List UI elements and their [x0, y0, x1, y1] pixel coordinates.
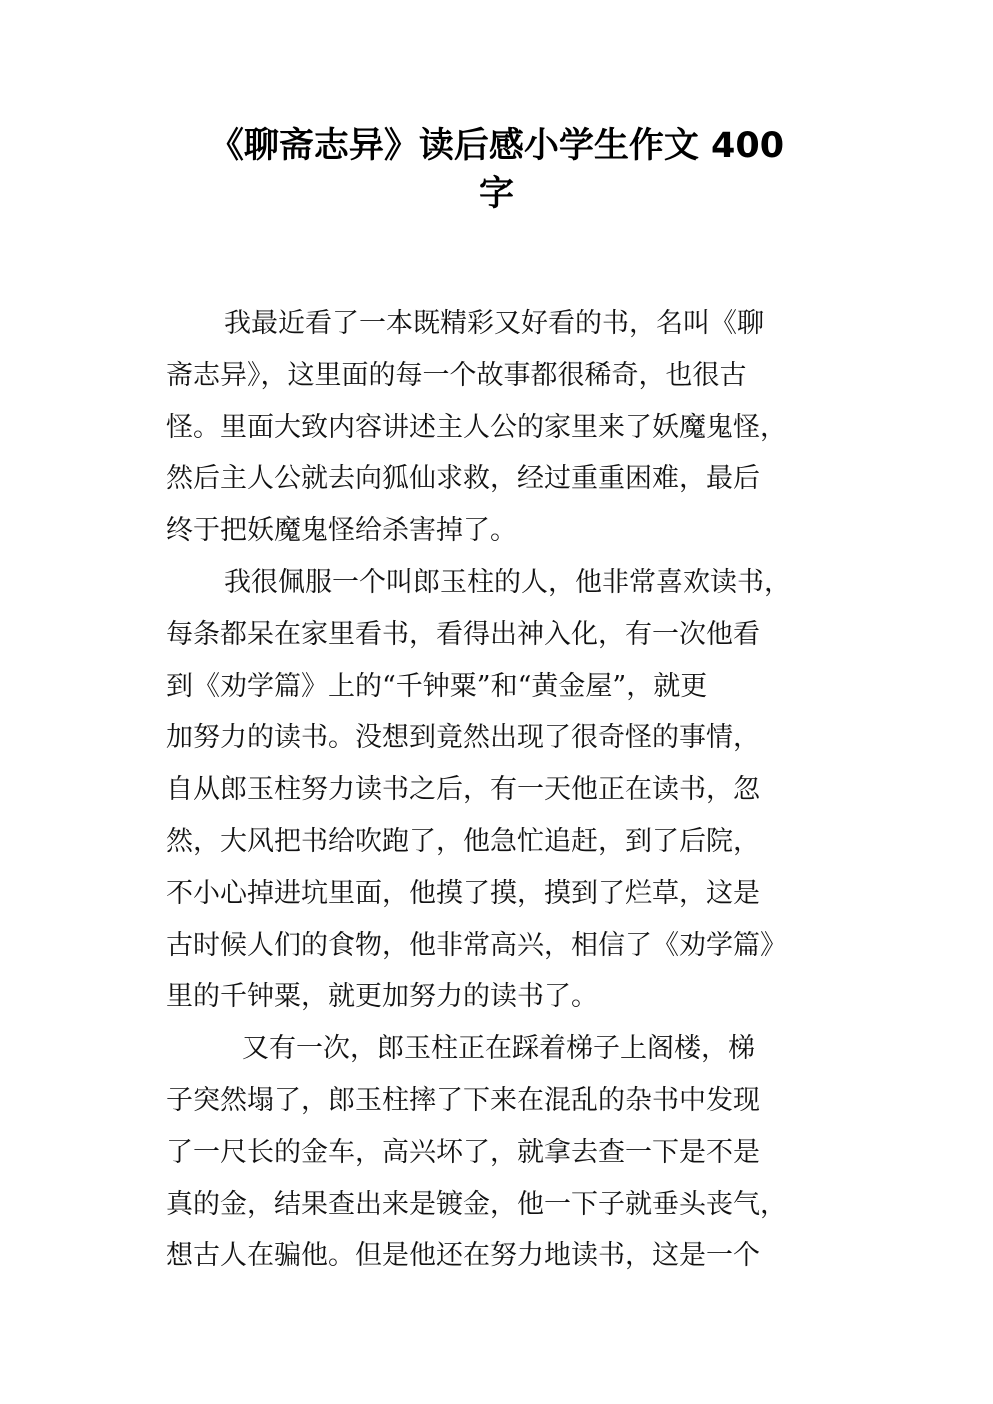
paragraph-line: 我最近看了一本既精彩又好看的书，名叫《聊	[224, 308, 764, 339]
paragraph-line: 我很佩服一个叫郎玉柱的人，他非常喜欢读书，	[224, 566, 791, 598]
paragraph-line: 怪。里面大致内容讲述主人公的家里来了妖魔鬼怪，	[166, 411, 787, 443]
paragraph-line: 想古人在骗他。但是他还在努力地读书，这是一个	[166, 1240, 760, 1272]
paragraph-line: 古时候人们的食物，他非常高兴，相信了《劝学篇》	[166, 929, 787, 961]
paragraph-line: 真的金，结果查出来是镀金，他一下子就垂头丧气，	[166, 1188, 787, 1220]
paragraph-line: 斋志异》，这里面的每一个故事都很稀奇，也很古	[166, 359, 747, 391]
paragraph-line: 然，大风把书给吹跑了，他急忙追赶，到了后院，	[166, 825, 760, 857]
paragraph-line: 每条都呆在家里看书，看得出神入化，有一次他看	[166, 618, 760, 650]
paragraph-line: 终于把妖魔鬼怪给杀害掉了。	[166, 515, 517, 547]
title-line: 《聊斋志异》读后感小学生作文 400	[208, 126, 785, 166]
paragraph-line: 加努力的读书。没想到竟然出现了很奇怪的事情，	[166, 722, 760, 754]
paragraph-line: 自从郎玉柱努力读书之后，有一天他正在读书，忽	[166, 774, 760, 806]
paragraph-line: 到《劝学篇》上的“千钟粟”和“黄金屋”，就更	[166, 670, 708, 702]
paragraph-line: 子突然塌了，郎玉柱摔了下来在混乱的杂书中发现	[166, 1084, 760, 1116]
paragraph-line: 不小心掉进坑里面，他摸了摸，摸到了烂草，这是	[166, 877, 760, 909]
document-title	[150, 122, 843, 218]
document-body	[166, 298, 836, 1282]
title-line: 字	[478, 174, 514, 214]
paragraph-line: 了一尺长的金车，高兴坏了，就拿去查一下是不是	[166, 1136, 760, 1168]
paragraph-line: 然后主人公就去向狐仙求救，经过重重困难，最后	[166, 463, 760, 495]
paragraph-line: 又有一次，郎玉柱正在踩着梯子上阁楼，梯	[242, 1033, 755, 1065]
paragraph-line: 里的千钟粟，就更加努力的读书了。	[166, 981, 598, 1013]
